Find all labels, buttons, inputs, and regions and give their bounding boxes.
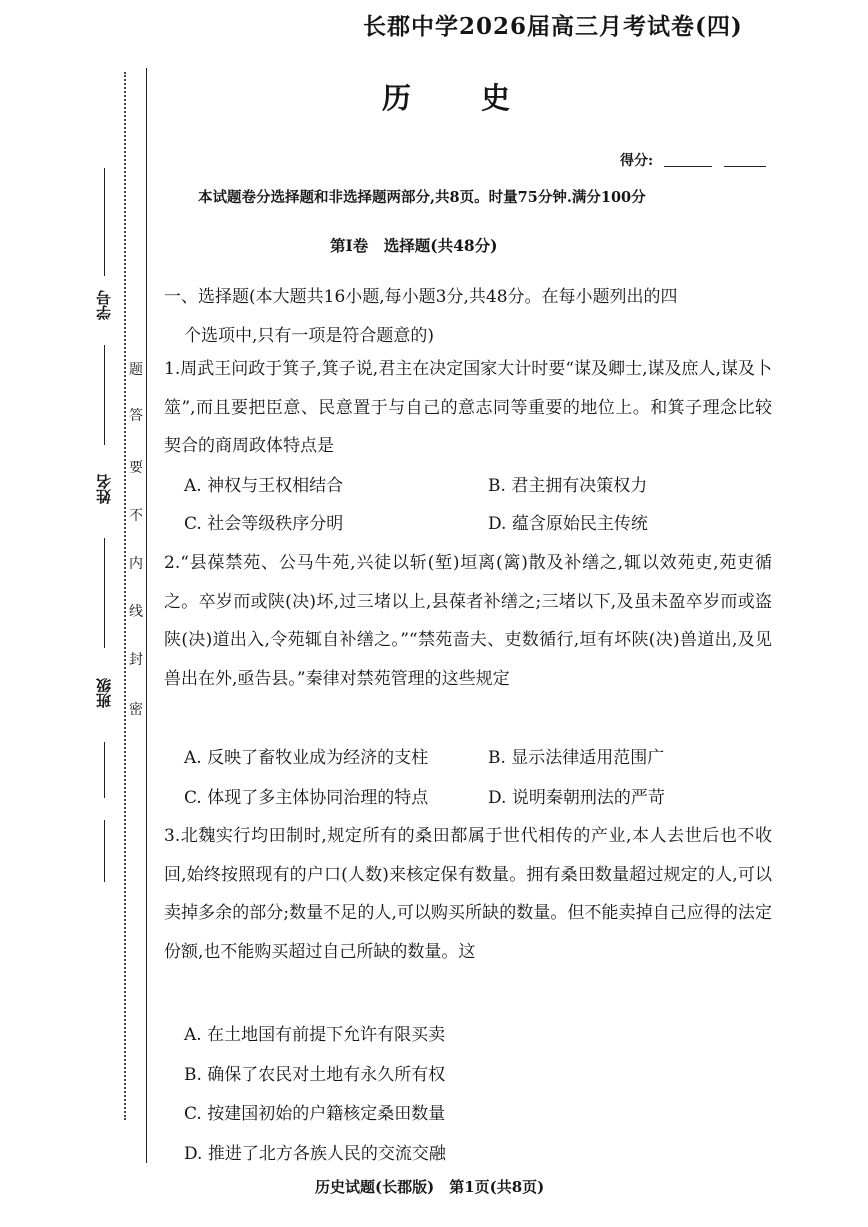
class-blank-lower[interactable] [104, 820, 105, 882]
section-title: 第Ⅰ卷 选择题(共48分) [330, 236, 498, 255]
student-id-blank[interactable] [104, 168, 105, 276]
question-3-option-a[interactable]: A. 在土地国有前提下允许有限买卖 [184, 1025, 446, 1045]
score-label: 得分: [620, 153, 654, 169]
question-1-option-a[interactable]: A. 神权与王权相结合 [184, 476, 344, 496]
subject-title: 历史 [382, 81, 581, 115]
score-blank[interactable] [724, 166, 766, 167]
question-2-stem: 2.“县葆禁苑、公马牛苑,兴徒以斩(堑)垣离(篱)散及补缮之,辄以效苑吏,苑吏循之。卒岁而或陕(决)坏,过三堵以上,县葆者补缮之;三堵以下,及虽未盈卒岁而或盗陕(决)道出入,令苑辄自补缮之。”“禁苑啬夫、吏数循行,垣有坏陕(决)兽道出,及见兽出在外,亟告县。”秦律对禁苑管理的这些规定 [164, 553, 772, 689]
question-1-option-d[interactable]: D. 蕴含原始民主传统 [488, 514, 648, 534]
name-label: 姓名 [95, 474, 113, 504]
seal-char: 内 [129, 556, 143, 572]
part-heading [164, 278, 778, 355]
seal-char: 密 [129, 702, 143, 718]
class-label: 班级 [95, 678, 113, 708]
seal-char: 要 [129, 460, 143, 476]
question-2-option-d[interactable]: D. 说明秦朝刑法的严苛 [488, 788, 665, 808]
question-3-option-b[interactable]: B. 确保了农民对土地有永久所有权 [184, 1065, 446, 1085]
page-footer: 历史试题(长郡版) 第1页(共8页) [315, 1178, 545, 1196]
seal-char: 线 [129, 604, 143, 620]
question-1-stem: 1.周武王问政于箕子,箕子说,君主在决定国家大计时要“谋及卿士,谋及庶人,谋及卜筮”,而且要把臣意、民意置于与自己的意志同等重要的地位上。和箕子理念比较契合的商周政体特点是 [164, 359, 772, 456]
name-blank[interactable] [104, 538, 105, 648]
question-3-option-c[interactable]: C. 按建国初始的户籍核定桑田数量 [184, 1104, 446, 1124]
name-blank-upper[interactable] [104, 345, 105, 445]
score-blank[interactable] [664, 166, 712, 167]
part-heading-line2: 个选项中,只有一项是符合题意的) [184, 325, 435, 346]
question-3-option-d[interactable]: D. 推进了北方各族人民的交流交融 [184, 1144, 446, 1164]
binding-line [146, 68, 147, 1163]
seal-char: 封 [129, 652, 143, 668]
question-3-stem: 3.北魏实行均田制时,规定所有的桑田都属于世代相传的产业,本人去世后也不收回,始终按照现有的户口(人数)来核定保有数量。拥有桑田数量超过规定的人,可以卖掉多余的部分;数量不足的人,可以购买所缺的数量。但不能卖掉自己应得的法定份额,也不能购买超过自己所缺的数量。这 [164, 826, 772, 962]
seal-char: 题 [129, 362, 143, 378]
fold-dotted-line [124, 72, 126, 1120]
part-heading-line1: 一、选择题(本大题共16小题,每小题3分,共48分。在每小题列出的四 [164, 287, 678, 307]
seal-char: 答 [129, 408, 143, 424]
question-2-option-b[interactable]: B. 显示法律适用范围广 [488, 748, 665, 768]
school-exam-title: 长郡中学2026届高三月考试卷(四) [363, 13, 743, 40]
seal-char: 不 [129, 508, 143, 524]
question-1-option-c[interactable]: C. 社会等级秩序分明 [184, 514, 344, 534]
student-id-label: 学号 [95, 290, 113, 320]
question-1-option-b[interactable]: B. 君主拥有决策权力 [488, 476, 648, 496]
exam-intro: 本试题卷分选择题和非选择题两部分,共8页。时量75分钟.满分100分 [198, 189, 646, 206]
class-blank[interactable] [104, 742, 105, 798]
question-2-option-a[interactable]: A. 反映了畜牧业成为经济的支柱 [184, 748, 429, 768]
question-2-option-c[interactable]: C. 体现了多主体协同治理的特点 [184, 788, 429, 808]
